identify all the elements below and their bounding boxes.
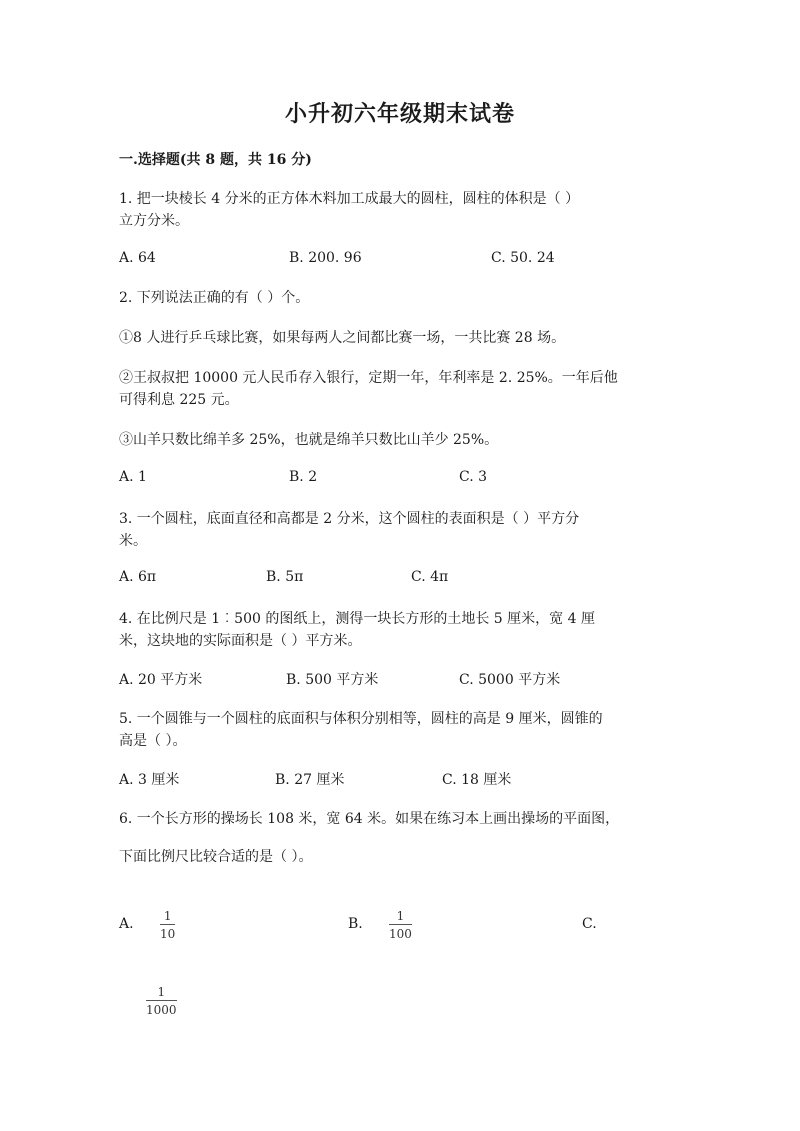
question-2-statement-3: ③山羊只数比绵羊多 25%，也就是绵羊只数比山羊少 25%。 (119, 432, 499, 448)
question-2-statement-2: ②王叔叔把 10000 元人民币存入银行，定期一年，年利率是 2. 25%。一年后他 (119, 370, 618, 386)
question-6-stem-line1: 6. 一个长方形的操场长 108 米，宽 64 米。如果在练习本上画出操场的平面图， (119, 811, 620, 827)
question-6-option-a-fraction (160, 909, 175, 941)
question-4-option-a: A. 20 平方米 (119, 672, 203, 688)
question-6-stem-line2: 下面比例尺比较合适的是（ ）。 (119, 849, 313, 865)
question-5-option-c: C. 18 厘米 (442, 772, 512, 788)
question-2-statement-2-cont: 可得利息 225 元。 (119, 392, 239, 408)
fraction-bar (389, 924, 412, 925)
question-3-option-c: C. 4π (411, 569, 449, 585)
question-1-stem-line1: 1. 把一块棱长 4 分米的正方体木料加工成最大的圆柱，圆柱的体积是（ ） (119, 191, 580, 207)
fraction-numerator: 1 (157, 985, 166, 999)
page-title: 小升初六年级期末试卷 (284, 101, 515, 127)
question-1-option-a: A. 64 (119, 250, 156, 266)
question-5-stem-line2: 高是（ ）。 (119, 733, 187, 749)
question-2-option-a: A. 1 (119, 469, 147, 485)
question-4-option-c: C. 5000 平方米 (459, 672, 561, 688)
fraction-denominator: 1000 (146, 1003, 177, 1017)
question-2-statement-1: ①8 人进行乒乓球比赛，如果每两人之间都比赛一场，一共比赛 28 场。 (119, 330, 566, 346)
fraction-bar (160, 924, 175, 925)
question-2-option-b: B. 2 (289, 469, 318, 485)
question-6-option-b-fraction (389, 909, 412, 941)
question-3-option-a: A. 6π (119, 569, 157, 585)
question-5-stem-line1: 5. 一个圆锥与一个圆柱的底面积与体积分别相等，圆柱的高是 9 厘米，圆锥的 (119, 711, 603, 727)
fraction-numerator: 1 (163, 909, 172, 923)
question-2-stem: 2. 下列说法正确的有（ ）个。 (119, 290, 310, 306)
question-6-option-c-fraction (146, 985, 177, 1017)
question-2-option-c: C. 3 (459, 469, 488, 485)
question-6-option-c: C. (582, 916, 597, 932)
fraction-numerator: 1 (396, 909, 405, 923)
question-6-option-b: B. (348, 916, 363, 932)
question-4-stem-line1: 4. 在比例尺是 1︰500 的图纸上，测得一块长方形的土地长 5 厘米，宽 4 厘 (119, 611, 595, 627)
question-3-stem-line2: 米。 (119, 533, 147, 549)
question-5-option-a: A. 3 厘米 (119, 772, 180, 788)
question-3-option-b: B. 5π (266, 569, 304, 585)
fraction-denominator: 10 (160, 927, 176, 941)
question-1-option-b: B. 200. 96 (289, 250, 362, 266)
question-3-stem-line1: 3. 一个圆柱，底面直径和高都是 2 分米，这个圆柱的表面积是（ ）平方分 (119, 511, 580, 527)
question-4-stem-line2: 米，这块地的实际面积是（ ）平方米。 (119, 633, 362, 649)
section-heading: 一.选择题(共 8 题，共 16 分) (119, 152, 312, 168)
question-4-option-b: B. 500 平方米 (286, 672, 379, 688)
fraction-bar (146, 1000, 177, 1001)
question-5-option-b: B. 27 厘米 (275, 772, 345, 788)
fraction-denominator: 100 (389, 927, 412, 941)
question-1-option-c: C. 50. 24 (491, 250, 555, 266)
question-1-stem-line2: 立方分米。 (119, 213, 189, 229)
question-6-option-a: A. (119, 916, 134, 932)
